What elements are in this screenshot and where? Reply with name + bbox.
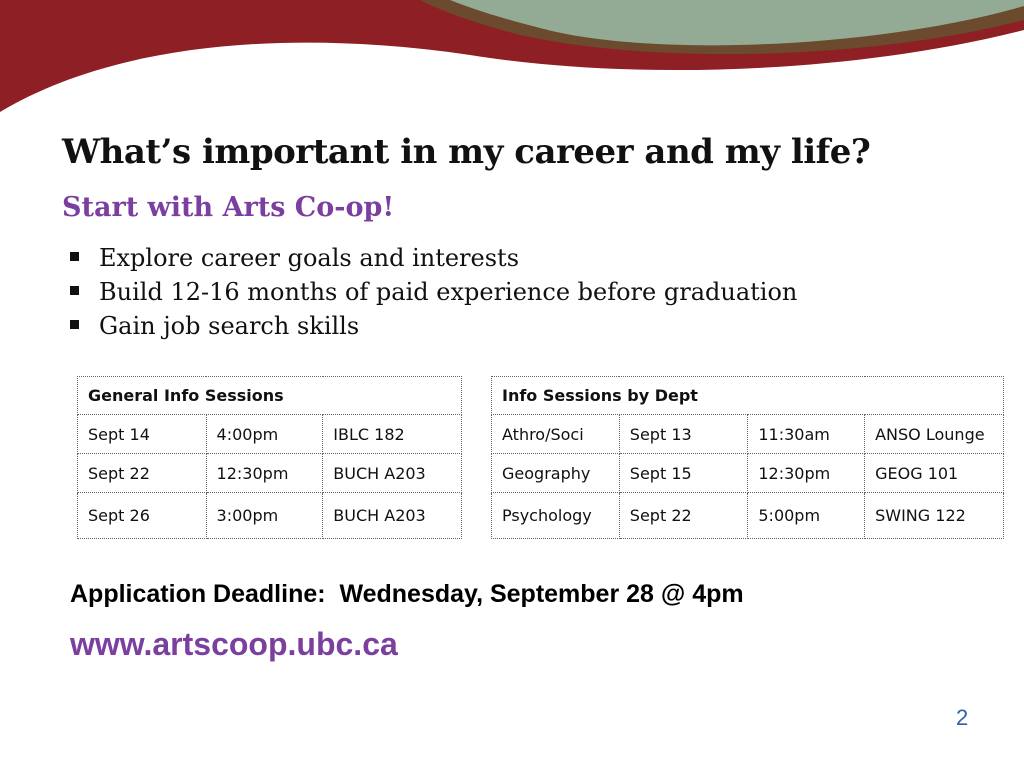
table-row (492, 415, 1004, 454)
square-bullet-icon (70, 286, 79, 295)
slide-subtitle: Start with Arts Co-op! (62, 192, 395, 223)
time-cell: 11:30am (748, 415, 865, 454)
page-number: 2 (956, 705, 969, 730)
table-row (78, 493, 462, 539)
date-cell: Sept 13 (619, 415, 748, 454)
table-header-cell: Info Sessions by Dept (492, 377, 1004, 415)
table-header-cell: General Info Sessions (78, 377, 462, 415)
department-cell: Geography (492, 454, 620, 493)
bullet-text: Explore career goals and interests (99, 244, 520, 272)
bullet-text: Gain job search skills (99, 312, 360, 340)
dept-info-sessions-table (491, 376, 1004, 539)
general-info-sessions-table (77, 376, 462, 539)
location-cell: BUCH A203 (323, 454, 462, 493)
application-deadline: Application Deadline: Wednesday, September 28 @ 4pm (70, 580, 744, 608)
bullet-text: Build 12-16 months of paid experience before graduation (99, 278, 798, 306)
header-wave-banner (0, 0, 1024, 130)
location-cell: IBLC 182 (323, 415, 462, 454)
table-row (492, 493, 1004, 539)
bullet-list (70, 242, 797, 344)
table-header-row (492, 377, 1004, 415)
bullet-item (70, 242, 797, 276)
date-cell: Sept 22 (619, 493, 748, 539)
bullet-item (70, 310, 797, 344)
department-cell: Psychology (492, 493, 620, 539)
square-bullet-icon (70, 320, 79, 329)
department-cell: Athro/Soci (492, 415, 620, 454)
location-cell: SWING 122 (865, 493, 1004, 539)
square-bullet-icon (70, 252, 79, 261)
table-header-row (78, 377, 462, 415)
location-cell: GEOG 101 (865, 454, 1004, 493)
date-cell: Sept 14 (78, 415, 207, 454)
website-link[interactable]: www.artscoop.ubc.ca (70, 626, 398, 662)
table-row (492, 454, 1004, 493)
time-cell: 12:30pm (748, 454, 865, 493)
table-row (78, 454, 462, 493)
date-cell: Sept 22 (78, 454, 207, 493)
slide-title: What’s important in my career and my life? (62, 132, 871, 172)
time-cell: 5:00pm (748, 493, 865, 539)
table-row (78, 415, 462, 454)
date-cell: Sept 15 (619, 454, 748, 493)
time-cell: 12:30pm (206, 454, 323, 493)
time-cell: 3:00pm (206, 493, 323, 539)
time-cell: 4:00pm (206, 415, 323, 454)
location-cell: BUCH A203 (323, 493, 462, 539)
date-cell: Sept 26 (78, 493, 207, 539)
bullet-item (70, 276, 797, 310)
location-cell: ANSO Lounge (865, 415, 1004, 454)
